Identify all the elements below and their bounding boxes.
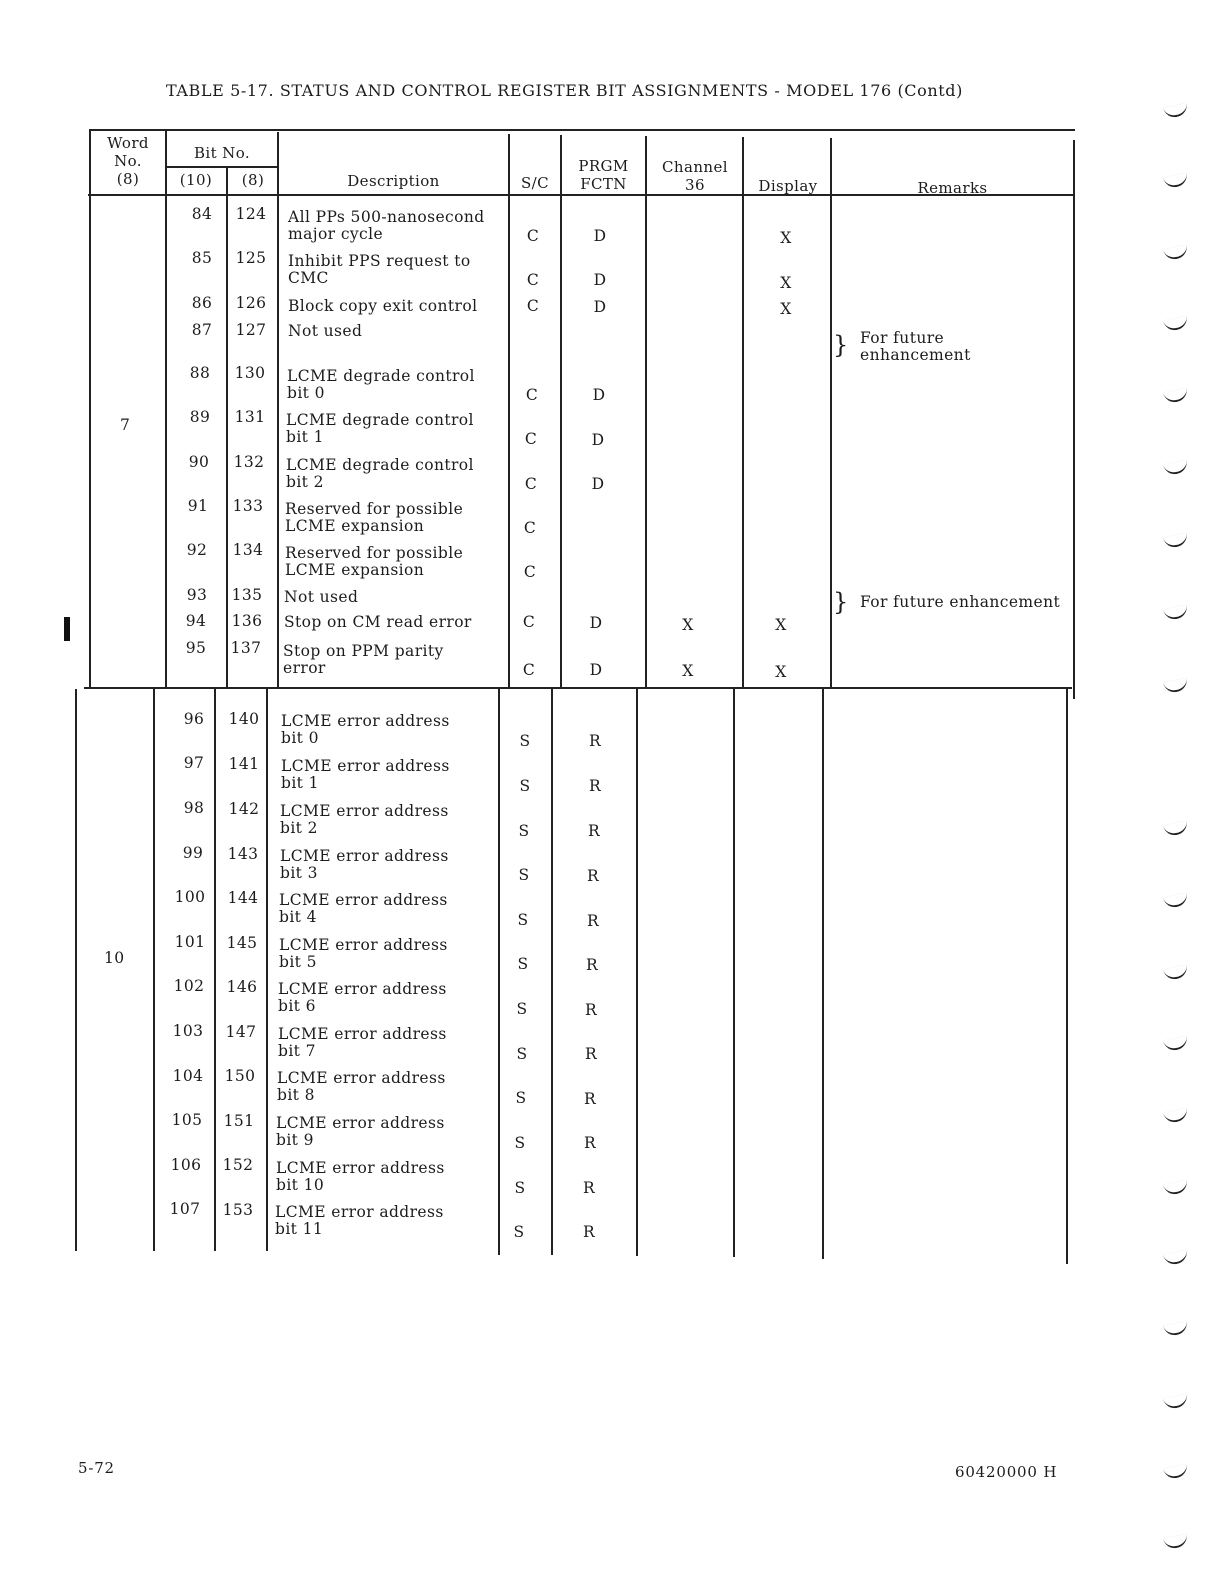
change-bar [64,617,70,641]
fctn-value: D [591,475,605,493]
bit-description: LCME degrade control bit 1 [286,411,474,446]
remark-future-enhancement-2: For future enhancement [860,593,1061,611]
bit-decimal: 105 [171,1111,203,1129]
bit-octal: 140 [228,710,260,728]
bit-description: Reserved for possible LCME expansion [285,500,464,535]
bit-decimal: 96 [183,710,205,728]
sc-value: C [523,519,537,537]
bit-description: LCME error address bit 0 [281,712,450,747]
fctn-value: D [592,386,606,404]
sc-value: S [514,1179,526,1197]
bit-description: LCME error address bit 3 [280,847,449,882]
display-value: X [780,300,792,318]
bit-description: Reserved for possible LCME expansion [285,544,464,579]
bit-decimal: 100 [174,888,206,906]
display-value: X [780,274,792,292]
sc-value: S [518,822,530,840]
fctn-value: D [589,614,603,632]
bit-description: LCME error address bit 1 [281,757,450,792]
bit-decimal: 92 [186,541,208,559]
bit-octal: 124 [235,205,267,223]
bit-decimal: 84 [191,205,213,223]
bit-octal: 145 [226,934,258,952]
bit-description: LCME error address bit 9 [276,1114,445,1149]
bit-octal: 151 [223,1112,255,1130]
bit-octal: 133 [232,497,264,515]
bit-octal: 136 [231,612,263,630]
bit-description: LCME error address bit 2 [280,802,449,837]
bit-octal: 143 [227,845,259,863]
bit-decimal: 88 [189,364,211,382]
bit-decimal: 104 [172,1067,204,1085]
bit-description: LCME degrade control bit 0 [287,367,475,402]
bit-octal: 127 [235,321,267,339]
document-number: 60420000 H [955,1463,1058,1481]
bit-octal: 144 [227,889,259,907]
bit-decimal: 107 [169,1200,201,1218]
bit-decimal: 106 [170,1156,202,1174]
sc-value: S [516,1045,528,1063]
sc-value: S [518,866,530,884]
sc-value: C [526,271,540,289]
bit-octal: 137 [230,639,262,657]
header-remarks: Remarks [917,179,988,197]
bit-description: Block copy exit control [288,297,478,315]
sc-value: S [519,732,531,750]
channel-36-value: X [682,662,694,680]
page-number: 5-72 [78,1459,115,1477]
bit-decimal: 99 [182,844,204,862]
sc-value: S [517,955,529,973]
fctn-value: D [593,298,607,316]
fctn-value: D [593,271,607,289]
fctn-value: D [593,227,607,245]
bit-octal: 130 [234,364,266,382]
sc-value: C [524,475,538,493]
sc-value: C [522,613,536,631]
bit-description: LCME error address bit 5 [279,936,448,971]
sc-value: S [513,1223,525,1241]
header-bit-no: Bit No. [193,144,251,162]
fctn-value: R [585,956,599,974]
display-value: X [780,229,792,247]
bit-octal: 142 [228,800,260,818]
fctn-value: R [582,1179,596,1197]
fctn-value: R [583,1090,597,1108]
bit-octal: 134 [232,541,264,559]
channel-36-value: X [682,616,694,634]
bit-octal: 126 [235,294,267,312]
sc-value: S [517,911,529,929]
bit-decimal: 102 [173,977,205,995]
bit-description: LCME error address bit 8 [277,1069,446,1104]
sc-value: C [523,563,537,581]
word-number-7: 7 [120,416,131,434]
bit-description: Stop on CM read error [284,613,472,631]
sc-value: S [515,1089,527,1107]
fctn-value: D [589,661,603,679]
bit-description: Not used [288,322,363,340]
bit-octal: 135 [231,586,263,604]
bit-description: All PPs 500-nanosecond major cycle [288,208,485,243]
fctn-value: R [584,1001,598,1019]
sc-value: S [519,777,531,795]
bit-decimal: 94 [185,612,207,630]
display-value: X [775,616,787,634]
table-title: TABLE 5-17. STATUS AND CONTROL REGISTER BIT ASSIGNMENTS - MODEL 176 (Contd) [166,81,963,100]
header-sc: S/C [520,174,549,192]
sc-value: C [522,661,536,679]
bit-decimal: 93 [186,586,208,604]
bit-description: LCME degrade control bit 2 [286,456,474,491]
fctn-value: R [588,777,602,795]
bit-decimal: 101 [174,933,206,951]
bit-decimal: 87 [191,321,213,339]
bit-description: LCME error address bit 10 [276,1159,445,1194]
header-bit-octal: (8) [241,171,265,189]
remark-future-enhancement-1: For future enhancement [860,329,971,364]
bit-decimal: 95 [185,639,207,657]
bit-decimal: 97 [183,754,205,772]
display-value: X [775,663,787,681]
bit-octal: 147 [225,1023,257,1041]
fctn-value: R [582,1223,596,1241]
header-channel-36: Channel 36 [662,158,728,194]
bit-description: Not used [284,588,359,606]
bit-octal: 152 [222,1156,254,1174]
bit-decimal: 91 [187,497,209,515]
bit-description: LCME error address bit 7 [278,1025,447,1060]
sc-value: C [526,227,540,245]
bit-octal: 131 [234,408,266,426]
fctn-value: R [587,822,601,840]
fctn-value: R [586,912,600,930]
sc-value: S [514,1134,526,1152]
fctn-value: D [591,431,605,449]
bit-decimal: 103 [172,1022,204,1040]
remark-brace-1: } [833,331,849,359]
header-word-no: Word No. (8) [107,134,149,188]
bit-decimal: 89 [189,408,211,426]
bit-description: LCME error address bit 11 [275,1203,444,1238]
bit-description: LCME error address bit 4 [279,891,448,926]
bit-decimal: 85 [191,249,213,267]
header-bit-decimal: (10) [179,171,213,189]
bit-description: LCME error address bit 6 [278,980,447,1015]
bit-octal: 150 [224,1067,256,1085]
sc-value: C [526,297,540,315]
sc-value: C [525,386,539,404]
bit-octal: 125 [235,249,267,267]
fctn-value: R [586,867,600,885]
fctn-value: R [583,1134,597,1152]
bit-decimal: 86 [191,294,213,312]
bit-octal: 132 [233,453,265,471]
bit-decimal: 90 [188,453,210,471]
remark-brace-2: } [833,588,849,616]
bit-octal: 153 [222,1201,254,1219]
fctn-value: R [584,1045,598,1063]
word-number-10: 10 [104,949,125,967]
header-description: Description [347,172,440,190]
sc-value: S [516,1000,528,1018]
bit-decimal: 98 [183,799,205,817]
bit-octal: 141 [228,755,260,773]
header-display: Display [758,177,818,195]
fctn-value: R [588,732,602,750]
bit-description: Inhibit PPS request to CMC [288,252,471,287]
sc-value: C [524,430,538,448]
header-prgm-fctn: PRGM FCTN [578,157,629,193]
bit-description: Stop on PPM parity error [283,642,444,677]
bit-octal: 146 [226,978,258,996]
